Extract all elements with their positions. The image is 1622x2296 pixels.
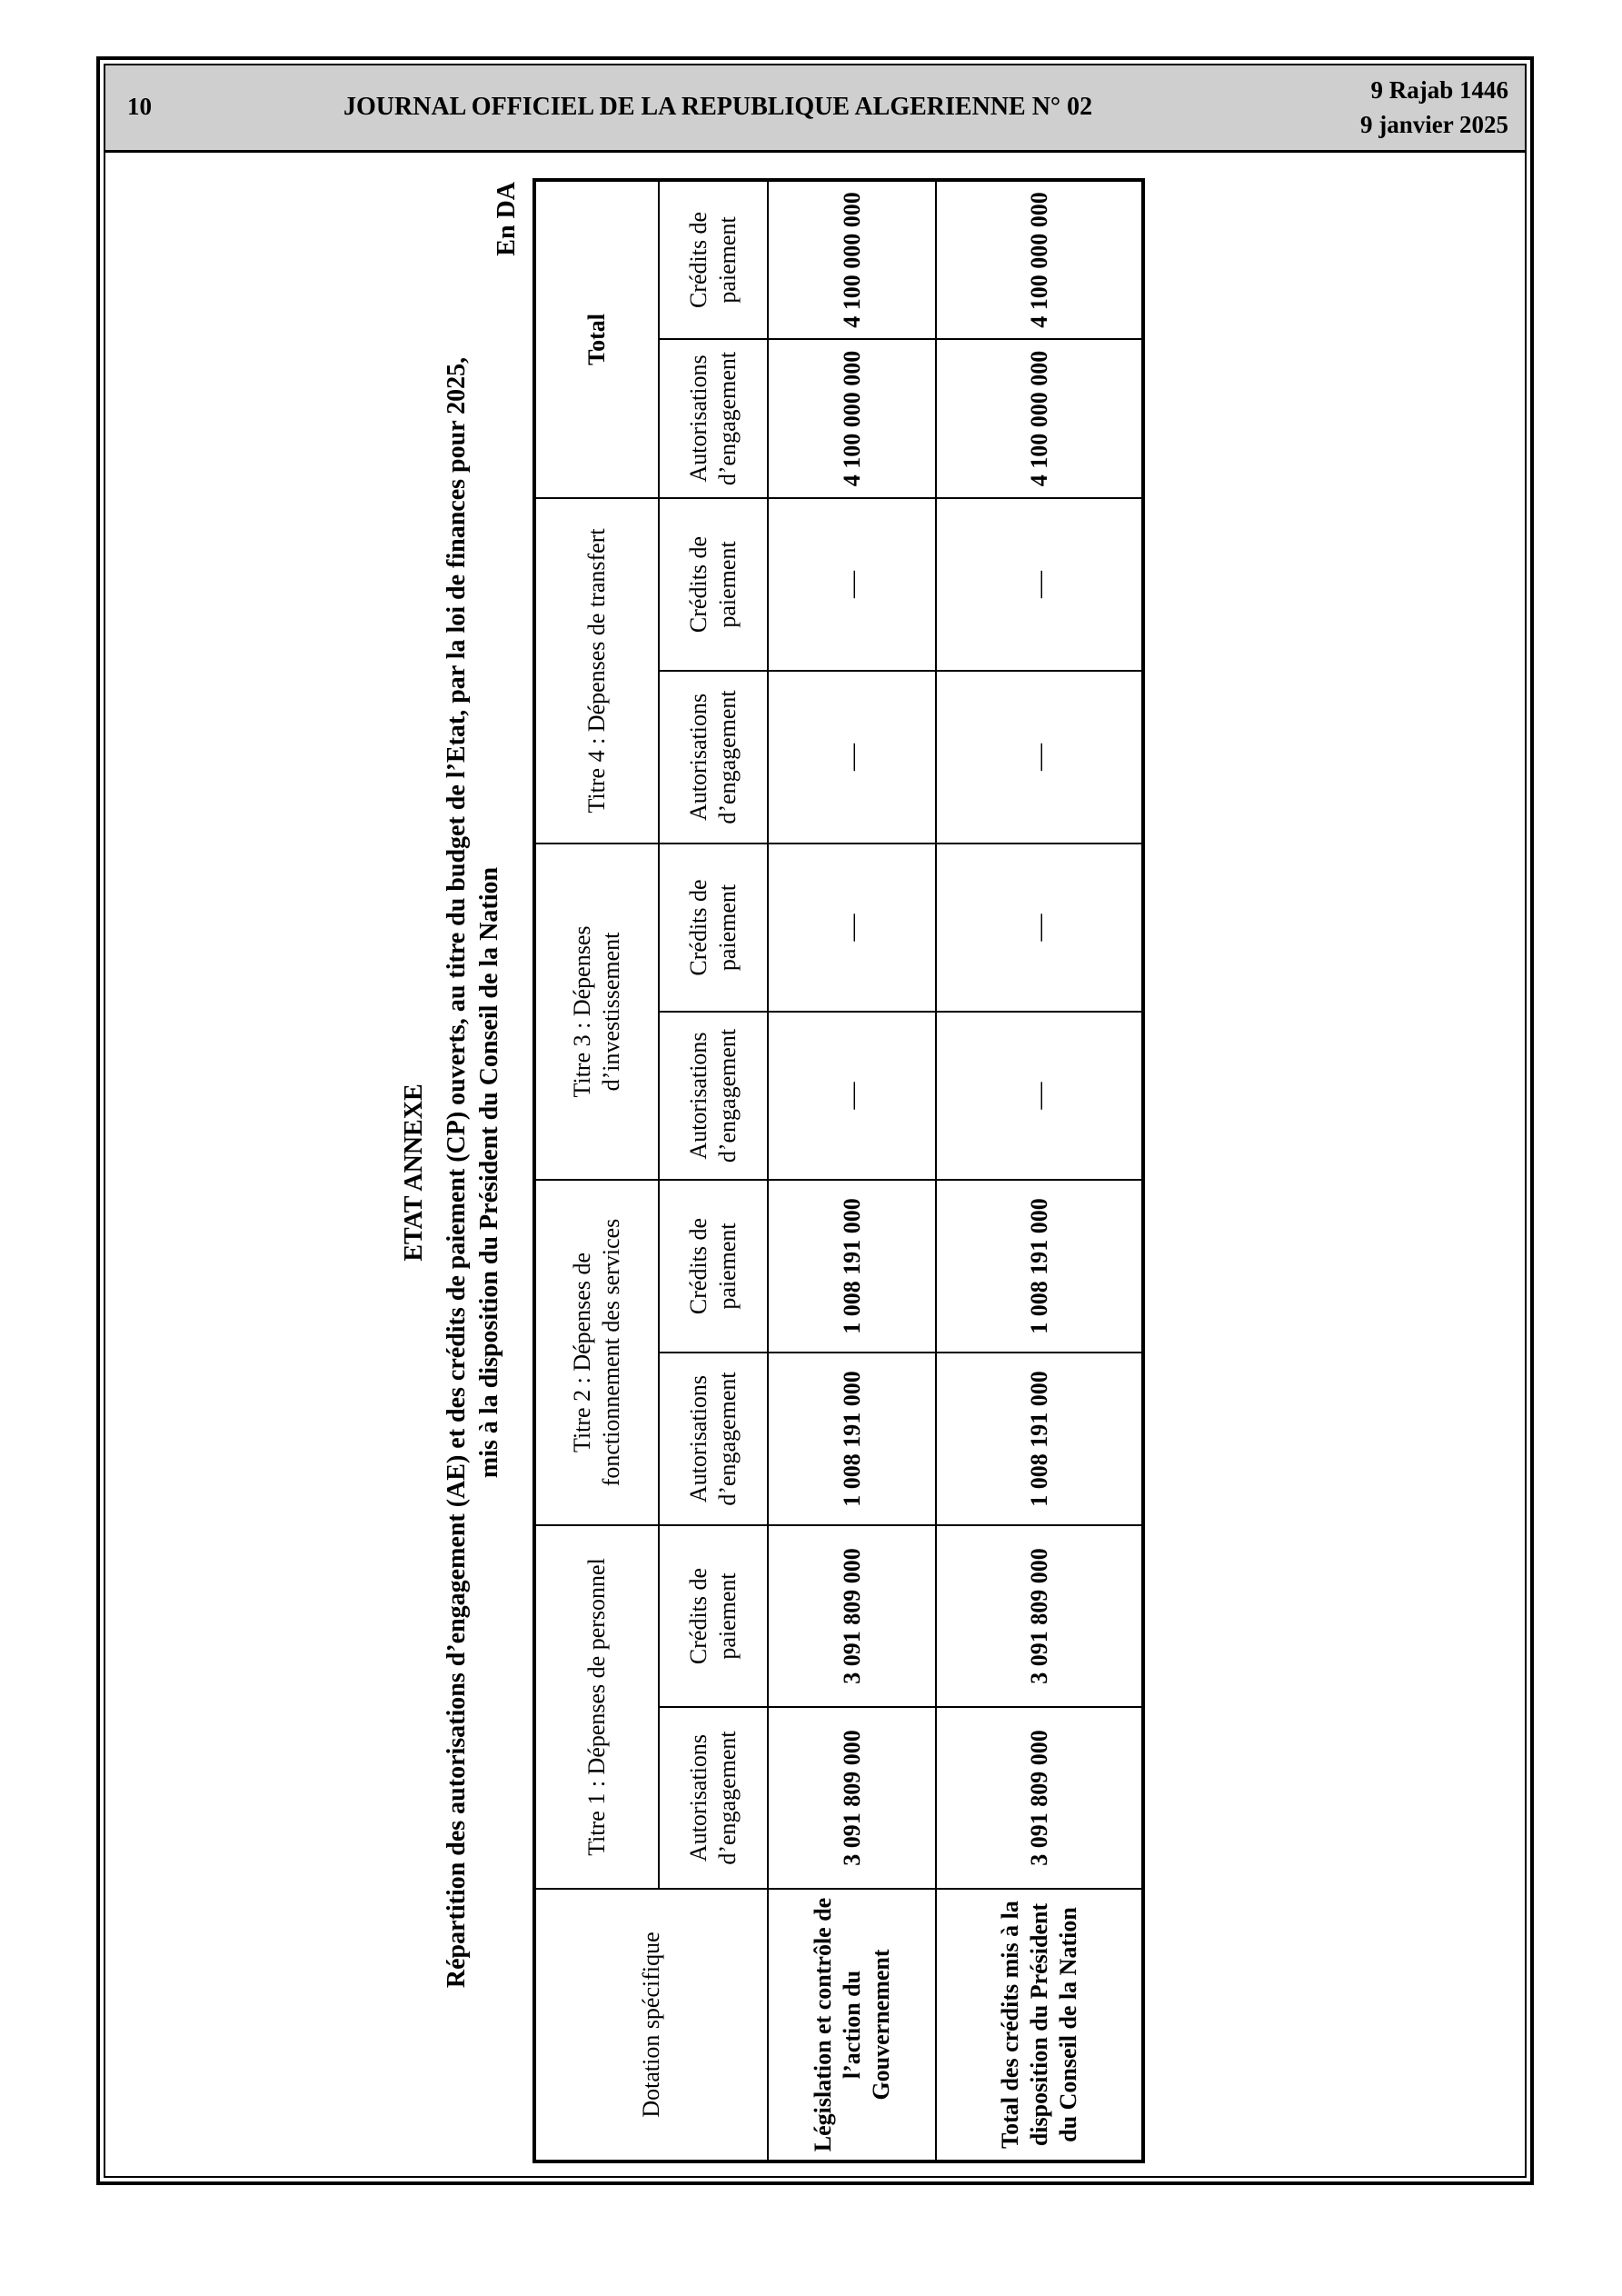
date-hijri: 9 Rajab 1446	[1370, 76, 1508, 104]
cell-value: 3 091 809 000	[768, 1525, 936, 1707]
sub-header-ae: Autorisations d’engagement	[659, 671, 768, 844]
annexe-subtitle-line1: Répartition des autorisations d’engagement (AE) et des crédits de paiement (CP) ouverts, au titre du budget de l’Etat, par la loi de finances pour 2025,	[443, 356, 471, 1989]
group-header-titre2: Titre 2 : Dépenses de fonctionnement des services	[534, 1180, 659, 1525]
sub-header-cp: Crédits de paiement	[659, 1525, 768, 1707]
cell-value: —	[936, 498, 1143, 671]
date-gregorian: 9 janvier 2025	[1360, 111, 1508, 138]
annexe-subtitle-line2: mis à la disposition du Président du Conseil de la Nation	[475, 866, 503, 1479]
unit-label: En DA	[493, 182, 521, 256]
annexe-title: ETAT ANNEXE	[400, 1083, 428, 1262]
group-header-titre4: Titre 4 : Dépenses de transfert	[534, 498, 659, 844]
table-row-total	[936, 180, 1143, 2161]
header-row-groups	[534, 180, 659, 2161]
journal-title: JOURNAL OFFICIEL DE LA REPUBLIQUE ALGERIENNE N° 02	[343, 93, 1093, 121]
sub-header-ae: Autorisations d’engagement	[659, 339, 768, 498]
cell-value: 3 091 809 000	[936, 1525, 1143, 1707]
cell-value: 3 091 809 000	[768, 1707, 936, 1889]
rotated-annexe	[400, 182, 1145, 2163]
sub-header-ae: Autorisations d’engagement	[659, 1012, 768, 1180]
cell-value: 4 100 000 000	[936, 180, 1143, 339]
sub-header-cp: Crédits de paiement	[659, 180, 768, 339]
header-date	[1360, 73, 1508, 142]
cell-value: 1 008 191 000	[936, 1353, 1143, 1525]
cell-value: —	[768, 1012, 936, 1180]
row-label: Législation et contrôle de l’action du Gouvernement	[768, 1889, 936, 2161]
cell-value: 3 091 809 000	[936, 1707, 1143, 1889]
sub-header-ae: Autorisations d’engagement	[659, 1353, 768, 1525]
sub-header-cp: Crédits de paiement	[659, 498, 768, 671]
cell-value: 1 008 191 000	[936, 1180, 1143, 1353]
group-header-titre1: Titre 1 : Dépenses de personnel	[534, 1525, 659, 1889]
cell-value: —	[936, 1012, 1143, 1180]
table-row	[768, 180, 936, 2161]
cell-value: 4 100 000 000	[936, 339, 1143, 498]
cell-value: 1 008 191 000	[768, 1180, 936, 1353]
journal-header	[105, 65, 1525, 153]
annexe-subtitle	[441, 236, 506, 2109]
cell-value: —	[936, 844, 1143, 1012]
cell-value: —	[936, 671, 1143, 844]
cell-value: 4 100 000 000	[768, 339, 936, 498]
sub-header-cp: Crédits de paiement	[659, 844, 768, 1012]
group-header-total: Total	[534, 180, 659, 498]
cell-value: —	[768, 844, 936, 1012]
group-header-titre3: Titre 3 : Dépenses d’investissement	[534, 844, 659, 1180]
allocation-table	[532, 178, 1145, 2163]
corner-label: Dotation spécifique	[534, 1889, 768, 2161]
cell-value: 1 008 191 000	[768, 1353, 936, 1525]
cell-value: —	[768, 671, 936, 844]
header-row-subs	[659, 180, 768, 2161]
sub-header-cp: Crédits de paiement	[659, 1180, 768, 1353]
cell-value: —	[768, 498, 936, 671]
sub-header-ae: Autorisations d’engagement	[659, 1707, 768, 1889]
page-number: 10	[127, 93, 152, 120]
row-label: Total des crédits mis à la disposition du Président du Conseil de la Nation	[936, 1889, 1143, 2161]
cell-value: 4 100 000 000	[768, 180, 936, 339]
